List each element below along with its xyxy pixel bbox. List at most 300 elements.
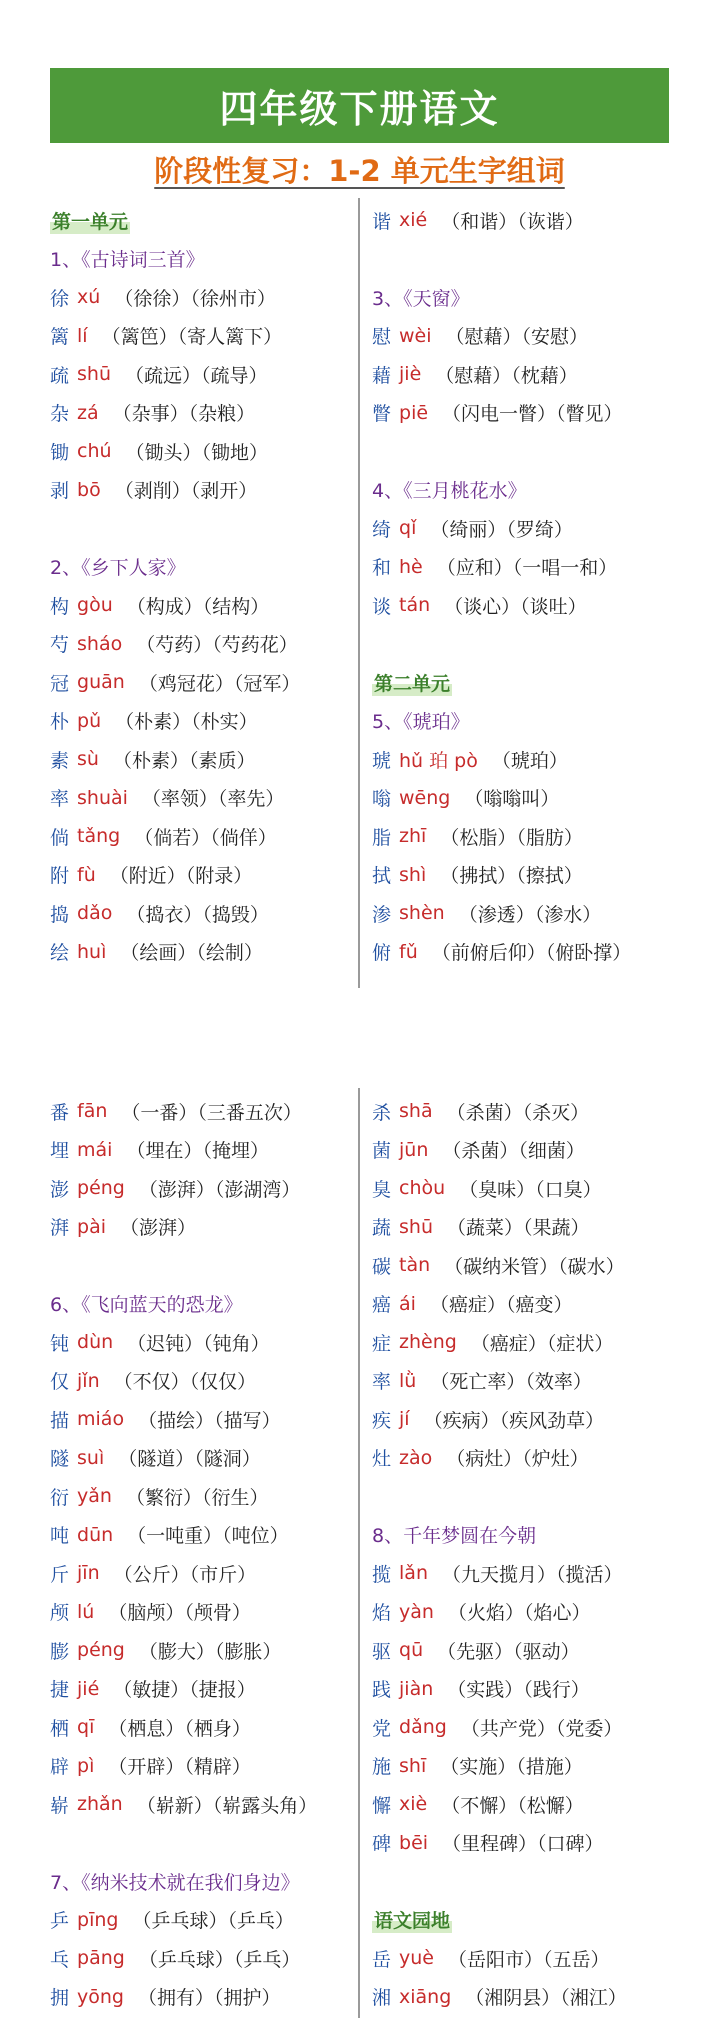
lesson-title [50, 1862, 355, 1901]
entry-character: 冠 [50, 672, 70, 695]
lesson-title-text: 1、《古诗词三首》 [50, 249, 205, 272]
entry-words: （渗透）（渗水） [458, 903, 602, 926]
entry-words: （不懈）（松懈） [441, 1794, 584, 1817]
entry-pinyin: dǎng [399, 1716, 447, 1739]
entry-words: （谈心）（谈吐） [444, 595, 587, 618]
entry-pinyin: xú [77, 286, 101, 309]
entry-words: （芍药）（芍药花） [136, 634, 298, 657]
entry-words: （慰藉）（枕藉） [435, 364, 578, 387]
page-title: 四年级下册语文 [50, 68, 669, 143]
vocab-entry [372, 1169, 712, 1208]
vocab-entry [50, 1785, 355, 1824]
section-heading-text: 第二单元 [372, 669, 452, 696]
entry-words: （癌症）（症状） [470, 1332, 614, 1355]
vocab-entry [50, 1169, 355, 1208]
entry-character: 焰 [372, 1602, 392, 1625]
entry-words: （拂拭）（擦拭） [440, 865, 583, 888]
entry-pinyin: jǐn [77, 1369, 100, 1392]
lesson-title [372, 702, 712, 741]
lesson-title-text: 7、《纳米技术就在我们身边》 [50, 1871, 300, 1894]
vocab-entry [372, 779, 712, 818]
entry-words: （碳纳米管）（碳水） [444, 1255, 625, 1278]
entry-words: （闪电一瞥）（瞥见） [442, 403, 623, 426]
lesson-title-text: 2、《乡下人家》 [50, 557, 186, 580]
entry-words: （徐徐）（徐州市） [114, 287, 276, 310]
vocab-entry [372, 1400, 712, 1439]
vocab-entry [372, 201, 712, 240]
entry-pinyin: shì [399, 863, 427, 886]
entry-character: 琥 [372, 749, 392, 772]
vocab-entry [372, 1092, 712, 1131]
entry-character: 践 [372, 1679, 392, 1702]
entry-words: （前俯后仰）（俯卧撑） [431, 942, 632, 965]
entry-pinyin: fān [77, 1100, 108, 1123]
vocab-entry [372, 1285, 712, 1324]
entry-words: （敏捷）（捷报） [113, 1679, 256, 1702]
entry-pinyin: sháo [77, 632, 123, 655]
entry-pinyin: tán [399, 594, 431, 617]
entry-character: 懈 [372, 1794, 392, 1817]
vocab-entry [50, 432, 350, 471]
entry-words: （杀菌）（杀灭） [446, 1101, 590, 1124]
entry-words: （乒乓球）（乒乓） [138, 1948, 301, 1971]
entry-character: 揽 [372, 1563, 392, 1586]
entry-pinyin: hǔ 珀 pò [399, 749, 478, 772]
entry-words: （栖息）（栖身） [108, 1717, 251, 1740]
vocab-entry [50, 933, 350, 972]
entry-words: （里程碑）（口碑） [442, 1833, 604, 1856]
entry-pinyin: pǔ [77, 709, 102, 732]
entry-pinyin: qī [77, 1716, 95, 1739]
entry-words: （拥有）（拥护） [138, 1987, 281, 2010]
section-heading [50, 201, 350, 240]
entry-words: （附近）（附录） [109, 865, 253, 888]
entry-pinyin: pīng [77, 1908, 119, 1931]
entry-words: （湘阴县）（湘江） [465, 1987, 627, 2010]
section-heading-text: 语文园地 [372, 1906, 452, 1933]
page-subtitle: 阶段性复习：1-2 单元生字组词 [154, 154, 565, 188]
entry-pinyin: shū [399, 1215, 433, 1238]
entry-pinyin: pāng [77, 1947, 125, 1970]
entry-words: （倘若）（倘佯） [134, 826, 277, 849]
vocab-entry [372, 1670, 712, 1709]
entry-words: （臭味）（口臭） [459, 1178, 602, 1201]
entry-character: 乒 [50, 1910, 70, 1933]
entry-character: 仅 [50, 1371, 70, 1394]
entry-pinyin: miáo [77, 1408, 125, 1431]
entry-character: 描 [50, 1409, 70, 1432]
vocab-entry [372, 817, 712, 856]
entry-pinyin: bō [77, 478, 101, 501]
entry-pinyin: ái [399, 1292, 416, 1315]
vocab-entry [372, 1362, 712, 1401]
entry-character: 渗 [372, 903, 392, 926]
entry-character: 谐 [372, 210, 392, 233]
entry-character: 谈 [372, 595, 392, 618]
entry-character: 瞥 [372, 403, 392, 426]
entry-character: 篱 [50, 326, 70, 349]
entry-words: （崭新）（崭露头角） [136, 1794, 318, 1817]
entry-pinyin: pài [77, 1215, 106, 1238]
entry-character: 脂 [372, 826, 392, 849]
vocab-entry [372, 586, 712, 625]
entry-pinyin: xiāng [399, 1985, 452, 2008]
vocab-entry [50, 1670, 355, 1709]
entry-character: 嗡 [372, 788, 392, 811]
entry-character: 杂 [50, 403, 70, 426]
entry-pinyin: yǎn [77, 1485, 112, 1508]
vocab-entry [372, 856, 712, 895]
vocab-entry [50, 1708, 355, 1747]
entry-pinyin: shèn [399, 902, 445, 925]
entry-words: （疏远）（疏导） [125, 364, 268, 387]
vocab-entry [50, 1477, 355, 1516]
entry-words: （和谐）（诙谐） [441, 210, 584, 233]
entry-words: （一吨重）（吨位） [127, 1525, 289, 1548]
entry-pinyin: jīn [77, 1562, 100, 1585]
vocab-entry [50, 1978, 355, 2017]
entry-character: 捣 [50, 903, 70, 926]
vocab-entry [50, 278, 350, 317]
vocab-entry [50, 1092, 355, 1131]
spacer [50, 1246, 355, 1285]
vocab-entry [372, 1708, 712, 1747]
vocab-entry [372, 1439, 712, 1478]
entry-character: 衍 [50, 1486, 70, 1509]
entry-words: （鸡冠花）（冠军） [138, 672, 301, 695]
lesson-title-text: 4、《三月桃花水》 [372, 480, 527, 503]
vocab-entry [50, 471, 350, 510]
entry-character: 疏 [50, 364, 70, 387]
entry-pinyin: zá [77, 401, 99, 424]
vocab-entry [372, 317, 712, 356]
entry-pinyin: tàn [399, 1254, 431, 1277]
vocab-entry [50, 625, 350, 664]
vocab-entry [50, 1400, 355, 1439]
entry-character: 湘 [372, 1987, 392, 2010]
entry-character: 俯 [372, 942, 392, 965]
entry-character: 拭 [372, 865, 392, 888]
entry-pinyin: fù [77, 863, 96, 886]
entry-pinyin: sù [77, 748, 99, 771]
entry-character: 和 [372, 557, 392, 580]
vocab-entry [372, 1208, 712, 1247]
entry-character: 拥 [50, 1987, 70, 2010]
entry-pinyin: zhèng [399, 1331, 457, 1354]
entry-character: 癌 [372, 1294, 392, 1317]
entry-words: （慰藉）（安慰） [445, 326, 589, 349]
entry-words: （杀菌）（细菌） [442, 1140, 585, 1163]
entry-words: （先驱）（驱动） [437, 1640, 580, 1663]
vocab-entry [50, 1323, 355, 1362]
lesson-title [372, 471, 712, 510]
entry-words: （癌症）（癌变） [429, 1294, 573, 1317]
vocab-entry [372, 1554, 712, 1593]
lesson-title [372, 278, 712, 317]
entry-character: 绮 [372, 518, 392, 541]
vocab-entry [372, 1631, 712, 1670]
entry-pinyin: dùn [77, 1331, 114, 1354]
entry-words: （绘画）（绘制） [120, 942, 263, 965]
entry-character: 崭 [50, 1794, 70, 1817]
entry-pinyin: xiè [399, 1793, 428, 1816]
entry-character: 附 [50, 865, 70, 888]
entry-character: 施 [372, 1756, 392, 1779]
entry-pinyin: zào [399, 1446, 433, 1469]
entry-character: 颅 [50, 1602, 70, 1625]
entry-pinyin: qū [399, 1639, 424, 1662]
lesson-title [50, 548, 350, 587]
entry-character: 辟 [50, 1756, 70, 1779]
entry-character: 蔬 [372, 1217, 392, 1240]
entry-words: （火焰）（焰心） [447, 1602, 591, 1625]
entry-character: 番 [50, 1101, 70, 1124]
entry-pinyin: qǐ [399, 517, 417, 540]
vocab-entry [50, 394, 350, 433]
entry-character: 栖 [50, 1717, 70, 1740]
entry-words: （嗡嗡叫） [464, 788, 560, 811]
vocab-entry [372, 1978, 712, 2017]
entry-words: （一番）（三番五次） [121, 1101, 302, 1124]
entry-character: 吨 [50, 1525, 70, 1548]
entry-character: 钝 [50, 1332, 70, 1355]
entry-words: （松脂）（脂肪） [440, 826, 583, 849]
column-divider-top [358, 198, 360, 988]
entry-pinyin: lí [77, 324, 88, 347]
vocab-entry [372, 740, 712, 779]
vocab-entry [50, 894, 350, 933]
entry-pinyin: yuè [399, 1947, 434, 1970]
entry-pinyin: huì [77, 940, 107, 963]
entry-words: （捣衣）（捣毁） [126, 903, 269, 926]
entry-pinyin: shā [399, 1100, 433, 1123]
entry-words: （疾病）（疾风劲草） [423, 1409, 605, 1432]
section-heading [372, 1901, 712, 1940]
entry-words: （杂事）（杂粮） [112, 403, 256, 426]
entry-character: 疾 [372, 1409, 392, 1432]
entry-pinyin: yàn [399, 1600, 434, 1623]
entry-words: （病灶）（炉灶） [446, 1448, 589, 1471]
entry-pinyin: xié [399, 209, 428, 232]
entry-pinyin: dūn [77, 1523, 114, 1546]
entry-words: （篱笆）（寄人篱下） [101, 326, 283, 349]
entry-character: 徐 [50, 287, 70, 310]
vocab-entry [50, 1901, 355, 1940]
entry-character: 臭 [372, 1178, 392, 1201]
entry-words: （构成）（结构） [126, 595, 270, 618]
spacer [372, 432, 712, 471]
entry-character: 碑 [372, 1833, 392, 1856]
entry-words: （乒乓球）（乒乓） [132, 1910, 294, 1933]
entry-words: （脑颅）（颅骨） [108, 1602, 251, 1625]
entry-words: （开辟）（精辟） [108, 1756, 251, 1779]
entry-character: 乓 [50, 1948, 70, 1971]
entry-pinyin: shū [77, 363, 111, 386]
spacer [50, 1824, 355, 1863]
entry-pinyin: lǜ [399, 1369, 417, 1392]
vocab-entry [372, 355, 712, 394]
entry-words: （共产党）（党委） [460, 1717, 623, 1740]
vocab-entry [50, 586, 350, 625]
lesson-title [50, 240, 350, 279]
entry-character: 芍 [50, 634, 70, 657]
entry-character: 岳 [372, 1948, 392, 1971]
vocab-entry [372, 1747, 712, 1786]
entry-character: 率 [372, 1371, 392, 1394]
entry-pinyin: zhī [399, 825, 427, 848]
vocab-entry [372, 1939, 712, 1978]
entry-pinyin: chú [77, 440, 112, 463]
spacer [372, 240, 712, 279]
vocab-entry [50, 1208, 355, 1247]
entry-character: 湃 [50, 1217, 70, 1240]
entry-character: 灶 [372, 1448, 392, 1471]
column-top-right [372, 201, 712, 971]
entry-pinyin: dǎo [77, 902, 113, 925]
entry-character: 朴 [50, 711, 70, 734]
entry-words: （描绘）（描写） [138, 1409, 281, 1432]
vocab-entry [372, 394, 712, 433]
entry-pinyin: shuài [77, 786, 128, 809]
lesson-title-text: 3、《天窗》 [372, 287, 470, 310]
vocab-entry [50, 779, 350, 818]
vocab-entry [372, 548, 712, 587]
entry-character: 锄 [50, 441, 70, 464]
vocab-entry [50, 740, 350, 779]
entry-words: （死亡率）（效率） [430, 1371, 592, 1394]
entry-pinyin: tǎng [77, 825, 121, 848]
column-top-left [50, 201, 350, 971]
spacer [372, 1862, 712, 1901]
vocab-entry [372, 1824, 712, 1863]
entry-character: 藉 [372, 364, 392, 387]
entry-pinyin: yōng [77, 1985, 124, 2008]
entry-pinyin: jié [77, 1677, 100, 1700]
entry-character: 率 [50, 788, 70, 811]
entry-words: （澎湃） [120, 1217, 197, 1240]
entry-words: （隧道）（隧洞） [118, 1448, 261, 1471]
entry-pinyin: lú [77, 1600, 95, 1623]
entry-pinyin: pì [77, 1754, 95, 1777]
vocab-entry [50, 1131, 355, 1170]
entry-pinyin: chòu [399, 1177, 446, 1200]
vocab-entry [50, 1439, 355, 1478]
entry-character: 绘 [50, 942, 70, 965]
entry-words: （埋在）（掩埋） [126, 1140, 269, 1163]
vocab-entry [50, 1939, 355, 1978]
spacer [372, 1477, 712, 1516]
vocab-entry [50, 317, 350, 356]
entry-words: （率领）（率先） [141, 788, 285, 811]
entry-character: 杀 [372, 1101, 392, 1124]
entry-pinyin: wèi [399, 324, 432, 347]
entry-pinyin: jiè [399, 363, 422, 386]
entry-character: 党 [372, 1717, 392, 1740]
entry-character: 素 [50, 749, 70, 772]
lesson-title-text: 5、《琥珀》 [372, 711, 470, 734]
vocab-entry [50, 1631, 355, 1670]
entry-words: （锄头）（锄地） [125, 441, 269, 464]
vocab-entry [50, 817, 350, 856]
vocab-entry [50, 663, 350, 702]
entry-character: 倘 [50, 826, 70, 849]
vocab-entry [50, 1747, 355, 1786]
lesson-title-text: 6、《飞向蓝天的恐龙》 [50, 1294, 243, 1317]
section-heading-text: 第一单元 [50, 207, 130, 234]
entry-words: （蔬菜）（果蔬） [447, 1217, 590, 1240]
entry-words: （琥珀） [491, 749, 568, 772]
vocab-entry [50, 1362, 355, 1401]
spacer [50, 509, 350, 548]
entry-character: 斤 [50, 1563, 70, 1586]
entry-words: （九天揽月）（揽活） [441, 1563, 623, 1586]
column-bottom-right [372, 1092, 712, 2016]
column-bottom-left [50, 1092, 355, 2016]
spacer [372, 625, 712, 664]
entry-pinyin: wēng [399, 786, 451, 809]
entry-character: 捷 [50, 1679, 70, 1702]
entry-character: 症 [372, 1332, 392, 1355]
column-divider-bottom [358, 1088, 360, 2018]
entry-pinyin: piē [399, 401, 429, 424]
entry-pinyin: péng [77, 1639, 125, 1662]
entry-words: （澎湃）（澎湖湾） [138, 1178, 301, 1201]
entry-words: （应和）（一唱一和） [436, 557, 618, 580]
entry-character: 驱 [372, 1640, 392, 1663]
entry-words: （迟钝）（钝角） [127, 1332, 270, 1355]
entry-words: （朴素）（素质） [112, 749, 256, 772]
entry-pinyin: jūn [399, 1138, 429, 1161]
entry-pinyin: fǔ [399, 940, 418, 963]
entry-character: 剥 [50, 480, 70, 503]
entry-pinyin: guān [77, 671, 125, 694]
lesson-title-text: 8、千年梦圆在今朝 [372, 1525, 537, 1548]
entry-words: （岳阳市）（五岳） [448, 1948, 610, 1971]
entry-pinyin: mái [77, 1138, 113, 1161]
entry-words: （不仅）（仅仅） [113, 1371, 257, 1394]
entry-words: （膨大）（膨胀） [138, 1640, 282, 1663]
entry-words: （剥削）（剥开） [114, 480, 258, 503]
entry-words: （朴素）（朴实） [115, 711, 258, 734]
vocab-entry [372, 1131, 712, 1170]
vocab-entry [50, 702, 350, 741]
vocab-entry [50, 1593, 355, 1632]
vocab-entry [50, 1516, 355, 1555]
vocab-entry [50, 856, 350, 895]
vocab-entry [50, 1554, 355, 1593]
entry-character: 菌 [372, 1140, 392, 1163]
entry-pinyin: péng [77, 1177, 125, 1200]
vocab-entry [372, 1593, 712, 1632]
entry-character: 碳 [372, 1255, 392, 1278]
entry-pinyin: gòu [77, 594, 113, 617]
entry-pinyin: jí [399, 1408, 410, 1431]
entry-pinyin: suì [77, 1446, 105, 1469]
vocab-entry [50, 355, 350, 394]
vocab-entry [372, 1785, 712, 1824]
entry-pinyin: shī [399, 1754, 427, 1777]
entry-words: （实施）（措施） [440, 1756, 583, 1779]
entry-words: （实践）（践行） [447, 1679, 590, 1702]
entry-pinyin: jiàn [399, 1677, 434, 1700]
vocab-entry [372, 894, 712, 933]
vocab-entry [372, 1323, 712, 1362]
vocab-entry [372, 509, 712, 548]
entry-pinyin: lǎn [399, 1562, 428, 1585]
entry-character: 埋 [50, 1140, 70, 1163]
entry-words: （公斤）（市斤） [113, 1563, 257, 1586]
entry-pinyin: zhǎn [77, 1793, 123, 1816]
